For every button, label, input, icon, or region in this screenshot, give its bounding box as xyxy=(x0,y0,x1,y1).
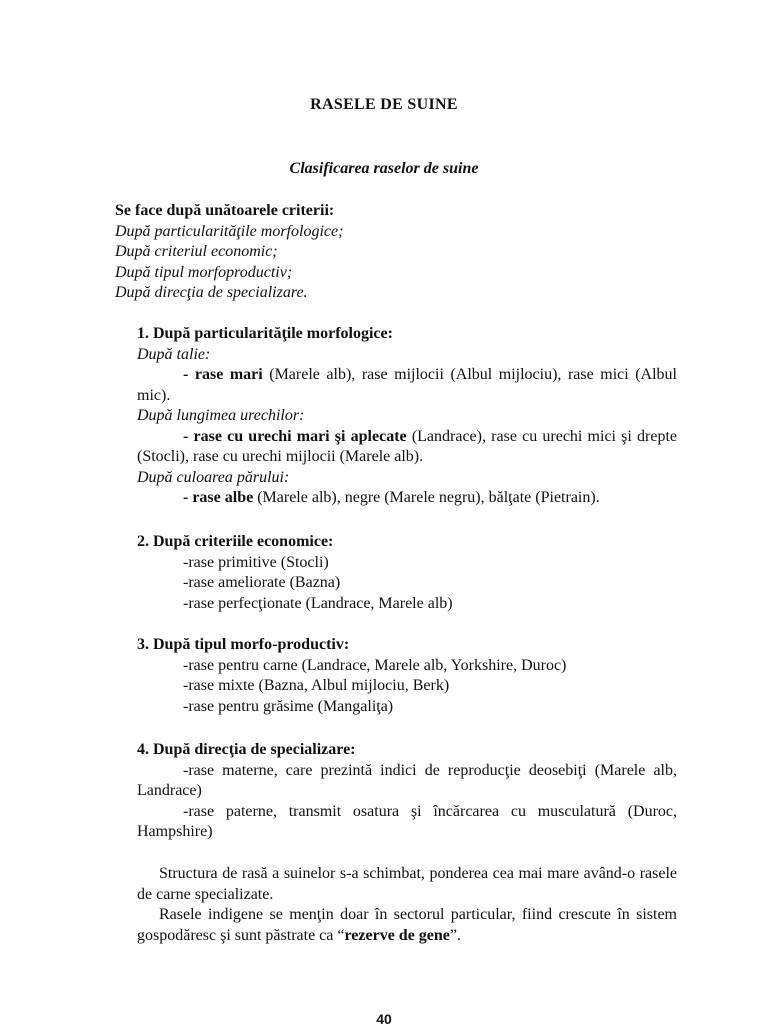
document-title: RASELE DE SUINE xyxy=(310,96,458,113)
criteria-heading: Se face după unătoarele criterii: xyxy=(115,202,335,219)
bold-term: rezerve de gene xyxy=(344,926,450,944)
paragraph-text: ”. xyxy=(449,926,462,944)
section-heading: 3. După tipul morfo-productiv: xyxy=(137,636,350,653)
list-item: -rase ameliorate (Bazna) xyxy=(183,574,341,591)
paragraph: Structura de rasă a suinelor s-a schimbat, ponderea cea mai mare având-o rasele de carne specializate. xyxy=(137,865,677,903)
paragraph xyxy=(137,365,677,406)
paragraph-text: Rasele indigene se menţin doar în sectorul particular, fiind crescute în sistem gospodăresc şi sunt păstrate ca “ xyxy=(137,906,677,944)
criteria-item: După direcţia de specializare. xyxy=(115,284,308,301)
list-item: -rase materne, care prezintă indici de reproducţie deosebiţi (Marele alb, Landrace) xyxy=(137,761,677,799)
section-specialization xyxy=(137,740,677,843)
list-item: -rase mixte (Bazna, Albul mijlociu, Berk) xyxy=(183,677,450,694)
bold-term: - rase albe xyxy=(183,489,254,506)
list-item: -rase pentru grăsime (Mangaliţa) xyxy=(183,697,394,715)
section-heading: 2. După criteriile economice: xyxy=(137,533,334,550)
bold-term: - rase cu urechi mari şi aplecate xyxy=(183,427,407,445)
section-economic xyxy=(137,532,677,614)
bold-term: - rase mari xyxy=(183,366,263,383)
closing-text xyxy=(137,864,677,946)
paragraph xyxy=(137,905,677,946)
paragraph xyxy=(137,488,677,509)
list-item: -rase pentru carne (Landrace, Marele alb, Yorkshire, Duroc) xyxy=(183,656,567,674)
subsection-label: După talie: xyxy=(137,345,211,363)
section-heading: 1. După particularităţile morfologice: xyxy=(137,325,393,342)
criteria-item: După tipul morfoproductiv; xyxy=(115,263,293,281)
criteria-item: După criteriul economic; xyxy=(115,243,278,260)
list-item: -rase perfecţionate (Landrace, Marele alb) xyxy=(183,594,453,612)
section-heading: 4. După direcţia de specializare: xyxy=(137,741,356,758)
paragraph xyxy=(137,427,677,468)
criteria-item: După particularităţile morfologice; xyxy=(115,222,344,240)
section-morphology xyxy=(137,324,677,509)
paragraph-text: (Landrace), rase cu urechi mici şi drepte (Stocli), rase cu urechi mijlocii (Marele alb). xyxy=(137,427,677,465)
section-subtitle: Clasificarea raselor de suine xyxy=(289,160,479,177)
criteria-block xyxy=(115,201,675,304)
section-morphoproductive xyxy=(137,635,677,717)
subsection-label: După lungimea urechilor: xyxy=(137,407,305,424)
paragraph-text: (Marele alb), rase mijlocii (Albul mijlociu), rase mici (Albul mic). xyxy=(137,366,678,404)
list-item: -rase paterne, transmit osatura şi încărcarea cu musculatură (Duroc, Hampshire) xyxy=(137,802,677,840)
subsection-label: După culoarea părului: xyxy=(137,468,290,486)
page-number: 40 xyxy=(376,1011,392,1027)
paragraph-text: (Marele alb), negre (Marele negru), bălţate (Pietrain). xyxy=(253,489,600,506)
list-item: -rase primitive (Stocli) xyxy=(183,553,329,571)
